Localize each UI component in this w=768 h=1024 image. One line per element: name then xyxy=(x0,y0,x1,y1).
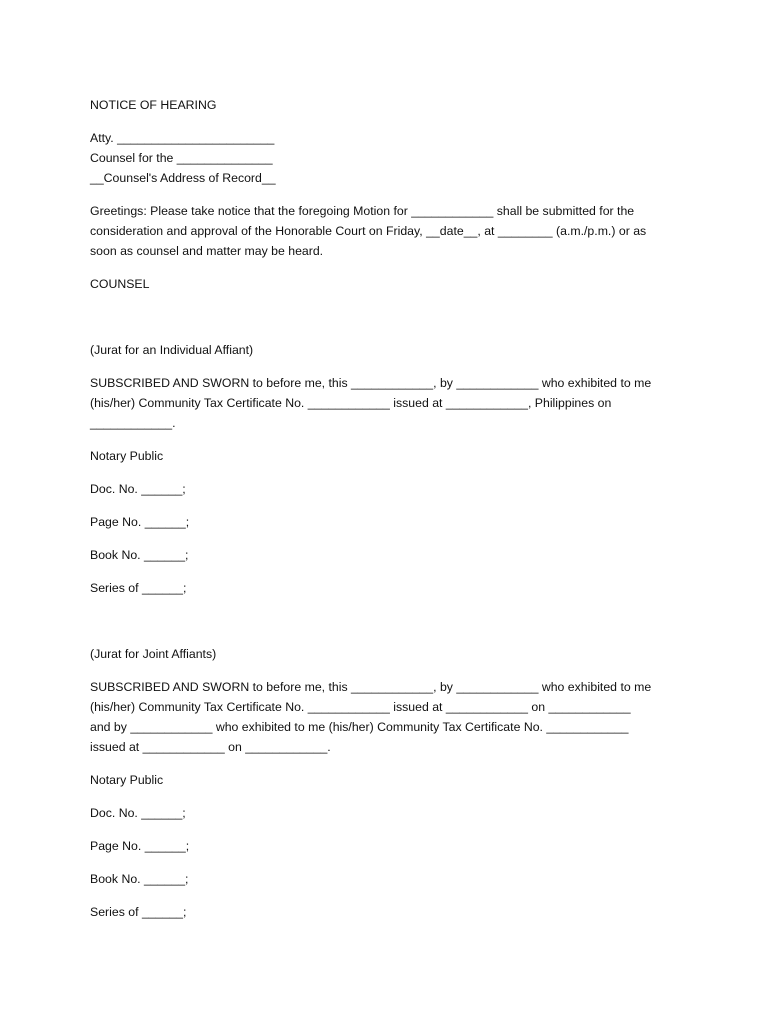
notice-title: NOTICE OF HEARING xyxy=(90,98,217,112)
jurat-body-line: issued at ____________ on ____________. xyxy=(90,740,331,754)
doc-no-line: Doc. No. ______; xyxy=(90,482,186,496)
counsel-signature-label: COUNSEL xyxy=(90,277,150,291)
greetings-line: Greetings: Please take notice that the foregoing Motion for ____________ shall be submitted for the xyxy=(90,204,635,218)
series-of-line: Series of ______; xyxy=(90,905,187,919)
jurat-individual-body xyxy=(90,373,690,433)
jurat-body-line: and by ____________ who exhibited to me (his/her) Community Tax Certificate No. ____________ xyxy=(90,720,629,734)
jurat-joint-heading: (Jurat for Joint Affiants) xyxy=(90,647,217,661)
greetings-line: consideration and approval of the Honorable Court on Friday, __date__, at ________ (a.m./p.m.) or as xyxy=(90,224,647,238)
atty-line: Atty. _______________________ xyxy=(90,131,275,145)
jurat-body-line: ____________. xyxy=(90,416,176,430)
notary-public-label: Notary Public xyxy=(90,449,164,463)
counsel-address-line: __Counsel's Address of Record__ xyxy=(90,171,276,185)
series-of-line: Series of ______; xyxy=(90,581,187,595)
greetings-paragraph xyxy=(90,201,690,261)
book-no-line: Book No. ______; xyxy=(90,872,189,886)
book-no-line: Book No. ______; xyxy=(90,548,189,562)
jurat-joint-body xyxy=(90,677,690,757)
jurat-body-line: (his/her) Community Tax Certificate No. ____________ issued at ____________ on ____________ xyxy=(90,700,631,714)
page-no-line: Page No. ______; xyxy=(90,515,190,529)
jurat-individual-heading: (Jurat for an Individual Affiant) xyxy=(90,343,254,357)
greetings-line: soon as counsel and matter may be heard. xyxy=(90,244,324,258)
addressee-block xyxy=(90,128,690,188)
page-no-line: Page No. ______; xyxy=(90,839,190,853)
jurat-body-line: (his/her) Community Tax Certificate No. ____________ issued at ____________, Philippines on xyxy=(90,396,612,410)
doc-no-line: Doc. No. ______; xyxy=(90,806,186,820)
notary-public-label: Notary Public xyxy=(90,773,164,787)
document-page xyxy=(90,95,690,922)
jurat-body-line: SUBSCRIBED AND SWORN to before me, this ____________, by ____________ who exhibited to me xyxy=(90,680,652,694)
jurat-body-line: SUBSCRIBED AND SWORN to before me, this ____________, by ____________ who exhibited to me xyxy=(90,376,652,390)
counsel-for-line: Counsel for the ______________ xyxy=(90,151,273,165)
